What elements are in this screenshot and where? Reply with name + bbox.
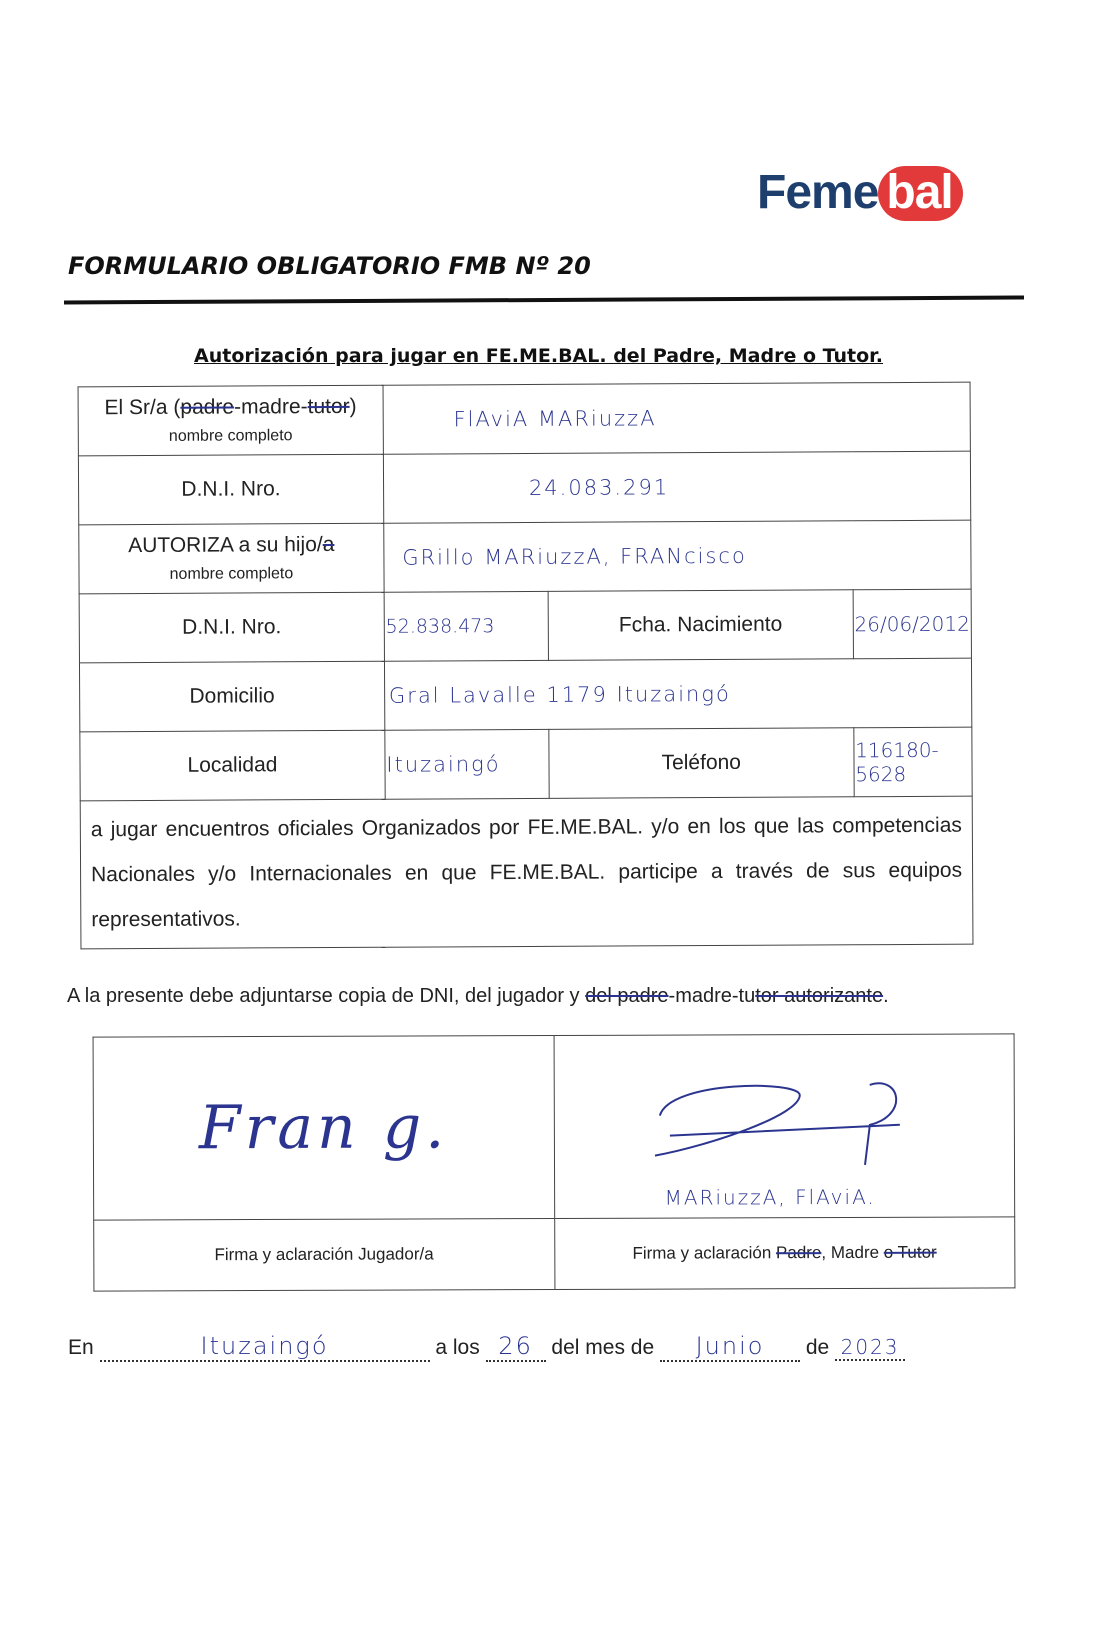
address-row — [79, 658, 971, 732]
address-label: Domicilio — [79, 661, 384, 732]
signature-table — [93, 1033, 1016, 1291]
player-signature: Fran g. — [198, 1092, 449, 1164]
femebal-logo: Feme bal — [757, 165, 963, 220]
parent-signature-scribble — [649, 1075, 909, 1176]
child-dni-field[interactable]: 52.838.473 — [384, 591, 548, 661]
locality-row — [80, 727, 972, 801]
form-title: FORMULARIO OBLIGATORIO FMB Nº 20 — [68, 252, 591, 280]
date-line: En Ituzaingó a los 26 del mes de Junio de 2023 — [68, 1332, 905, 1362]
attachment-note: A la presente debe adjuntarse copia de DNI, del jugador y del padre-madre-tutor autorizante. — [67, 985, 889, 1007]
place-field[interactable]: Ituzaingó — [100, 1332, 430, 1362]
parent-signature-label: Firma y aclaración Padre, Madre o Tutor — [554, 1217, 1015, 1290]
player-signature-label: Firma y aclaración Jugador/a — [94, 1218, 555, 1291]
parent-name-field[interactable]: FlAviA MARiuzzA — [383, 382, 971, 454]
child-dni-label: D.N.I. Nro. — [79, 592, 384, 663]
parent-signature-box[interactable] — [554, 1034, 1015, 1219]
address-field[interactable]: Gral Lavalle 1179 Ituzaingó — [384, 658, 972, 730]
month-field[interactable]: Junio — [660, 1332, 800, 1362]
child-dni-row — [79, 589, 971, 663]
birth-date-field[interactable]: 26/06/2012 — [853, 589, 972, 659]
title-divider — [64, 295, 1024, 304]
dni-label: D.N.I. Nro. — [78, 454, 383, 525]
child-name-row — [79, 520, 971, 594]
parent-clarification: MARiuzzA, FlAviA. — [664, 1184, 876, 1210]
parent-name-row — [78, 382, 970, 456]
authorization-table — [78, 382, 974, 950]
parent-dni-row — [78, 451, 970, 525]
year-field[interactable]: 2023 — [835, 1335, 905, 1361]
day-field[interactable]: 26 — [486, 1332, 546, 1362]
paragraph-row — [80, 796, 973, 949]
child-name-field[interactable]: GRillo MARiuzzA, FRANcisco — [384, 520, 972, 592]
locality-label: Localidad — [80, 730, 385, 801]
authorize-label: AUTORIZA a su hijo/a nombre completo — [79, 523, 384, 594]
authorization-paragraph: a jugar encuentros oficiales Organizados por FE.ME.BAL. y/o en los que las competencias Nacionales y/o Internacionales en que FE.ME.BAL. participe a través de sus equipos representativos. — [80, 796, 973, 949]
phone-label: Teléfono — [549, 728, 854, 799]
locality-field[interactable]: Ituzaingó — [385, 729, 549, 799]
form-subtitle: Autorización para jugar en FE.ME.BAL. del Padre, Madre o Tutor. — [194, 345, 884, 367]
phone-field[interactable]: 116180-5628 — [854, 727, 973, 797]
parent-label: El Sr/a (padre-madre-tutor) nombre completo — [78, 385, 383, 456]
player-signature-box[interactable] — [93, 1036, 554, 1221]
parent-dni-field[interactable]: 24.083.291 — [383, 451, 971, 523]
birth-date-label: Fcha. Nacimiento — [548, 590, 853, 661]
